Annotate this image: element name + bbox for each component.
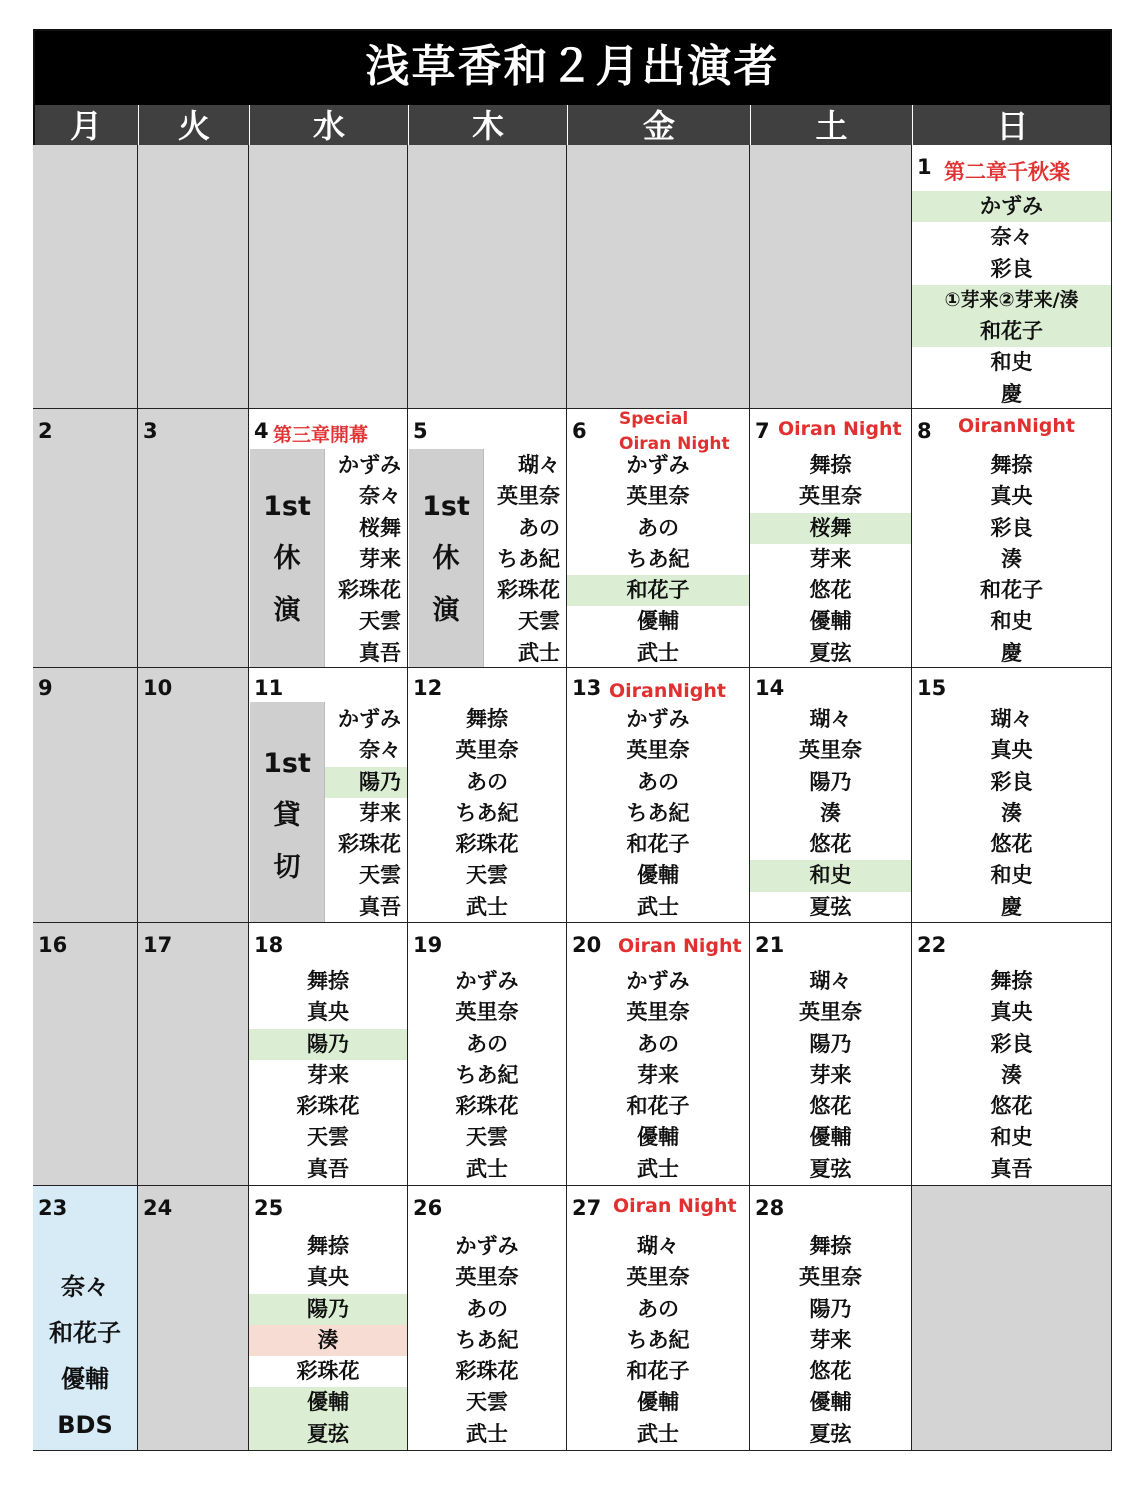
closed-text: 貸: [273, 800, 301, 831]
empty-cell: [33, 145, 138, 409]
performer: 和史: [990, 609, 1033, 634]
performer: 桜舞: [750, 513, 911, 544]
performer: ちあ紀: [626, 1327, 690, 1352]
performer: 天雲: [466, 1390, 508, 1415]
day-cell-1: [912, 145, 1112, 409]
performer: 天雲: [518, 609, 560, 634]
performer: 天雲: [359, 609, 401, 634]
day-number: 26: [413, 1196, 443, 1220]
day-cell-20: [567, 923, 750, 1186]
day-cell-8: [912, 409, 1112, 668]
performer: 湊: [249, 1325, 407, 1356]
day-number: 5: [413, 419, 428, 443]
performer: 夏弦: [809, 1421, 852, 1446]
performer: 英里奈: [799, 1265, 862, 1290]
performer: 天雲: [307, 1125, 349, 1150]
performer: 天雲: [466, 1125, 508, 1150]
performer: 和花子: [912, 316, 1111, 347]
performer: 天雲: [466, 863, 508, 888]
event-label: Oiran Night: [618, 935, 742, 957]
performer: 芽来: [359, 800, 401, 825]
performer: 慶: [1001, 894, 1022, 919]
performer: 彩珠花: [455, 832, 519, 857]
performer: 和花子: [626, 1094, 690, 1119]
performer: 悠花: [809, 578, 852, 603]
performer: 陽乃: [809, 769, 852, 794]
performer: 芽来: [359, 546, 401, 571]
empty-cell: [408, 145, 567, 409]
performer: 英里奈: [626, 484, 690, 509]
empty-cell: [750, 145, 912, 409]
performer: 舞捺: [466, 707, 508, 731]
performer: 武士: [466, 1156, 508, 1181]
performer: 陽乃: [809, 1296, 852, 1321]
performer: 優輔: [637, 609, 679, 634]
performer: 英里奈: [799, 1000, 862, 1025]
day-number: 16: [38, 933, 68, 957]
performer: 彩珠花: [455, 1094, 519, 1119]
day-number: 1: [917, 155, 932, 179]
day-number: 9: [38, 676, 53, 700]
weekday-fri: 金: [567, 105, 750, 145]
performer: 夏弦: [809, 1156, 852, 1181]
performer: ちあ紀: [626, 800, 690, 825]
day-number: 13: [572, 676, 602, 700]
weekday-mon: 月: [33, 105, 138, 145]
performer: 奈々: [359, 738, 401, 763]
day-number: 22: [917, 933, 947, 957]
performer: 英里奈: [626, 738, 690, 763]
day-cell-4: [249, 409, 408, 668]
performer: 奈々: [990, 225, 1033, 250]
event-label: 第三章開幕: [273, 424, 369, 446]
performer: ちあ紀: [455, 1327, 519, 1352]
day-cell-14: [750, 668, 912, 923]
performer: 真吾: [359, 640, 401, 665]
performer: かずみ: [338, 707, 401, 731]
performer: 英里奈: [455, 1265, 519, 1290]
day-number: 12: [413, 676, 443, 700]
day-number: 3: [143, 419, 158, 443]
performer: 英里奈: [626, 1265, 690, 1290]
performer: 舞捺: [307, 1234, 349, 1258]
empty-cell: [138, 145, 249, 409]
day-number: 6: [572, 419, 587, 443]
performer: 真央: [307, 1265, 349, 1290]
closed-notice: [409, 449, 484, 667]
performer: 舞捺: [307, 969, 349, 993]
performer: 芽来: [307, 1062, 349, 1087]
performer: あの: [518, 515, 560, 540]
performer: 瑚々: [809, 969, 852, 993]
day-number: 25: [254, 1196, 284, 1220]
performer: 湊: [1001, 546, 1022, 571]
performer: 彩珠花: [497, 578, 560, 603]
event-label: Oiran Night: [613, 1195, 737, 1217]
performer: 真央: [990, 484, 1033, 509]
performer: 真央: [307, 1000, 349, 1025]
day-cell-3: [138, 409, 249, 668]
day-number: 17: [143, 933, 173, 957]
performer: 彩珠花: [296, 1094, 360, 1119]
event-label: OiranNight: [609, 680, 727, 702]
day-cell-21: [750, 923, 912, 1186]
day-cell-26: [408, 1186, 567, 1451]
performer: 芽来: [809, 1327, 852, 1352]
day-number: 19: [413, 933, 443, 957]
performer: かずみ: [455, 1234, 519, 1258]
day-cell-27: [567, 1186, 750, 1451]
performer: 奈々: [61, 1273, 109, 1301]
performer: 武士: [466, 894, 508, 919]
day-number: 14: [755, 676, 785, 700]
performer: 陽乃: [249, 1029, 407, 1060]
performer: 和花子: [567, 575, 749, 606]
weekday-sat: 土: [750, 105, 912, 145]
closed-text: 1st: [263, 748, 311, 779]
empty-cell: [567, 145, 750, 409]
performer: 舞捺: [809, 453, 852, 477]
performer: 湊: [1001, 800, 1022, 825]
performer: 優輔: [809, 1125, 852, 1150]
performer: ちあ紀: [626, 546, 690, 571]
performer: 瑚々: [637, 1234, 679, 1258]
performer: 悠花: [809, 832, 852, 857]
performer: 和史: [990, 1125, 1033, 1150]
performer: 優輔: [809, 1390, 852, 1415]
weekday-sun: 日: [912, 105, 1112, 145]
performer: 和花子: [49, 1319, 121, 1347]
day-number: 10: [143, 676, 173, 700]
performer: あの: [637, 1296, 679, 1321]
day-cell-19: [408, 923, 567, 1186]
closed-text: 切: [273, 852, 301, 883]
performer: 慶: [1001, 640, 1022, 665]
day-number: 4: [254, 419, 269, 443]
day-cell-28: [750, 1186, 912, 1451]
page-title: 浅草香和２月出演者: [33, 29, 1112, 105]
day-cell-16: [33, 923, 138, 1186]
day-cell-18: [249, 923, 408, 1186]
performer: 英里奈: [455, 1000, 519, 1025]
day-number: 18: [254, 933, 284, 957]
performer: ちあ紀: [455, 800, 519, 825]
performer: 優輔: [249, 1387, 407, 1418]
performer: かずみ: [455, 969, 519, 993]
performer: あの: [637, 515, 679, 540]
performer: 夏弦: [809, 894, 852, 919]
performer: 武士: [518, 640, 560, 665]
performer: 和花子: [626, 1359, 690, 1384]
performer: 真吾: [359, 894, 401, 919]
performer: 武士: [637, 1421, 679, 1446]
performer: 優輔: [809, 609, 852, 634]
day-cell-6: [567, 409, 750, 668]
day-number: 24: [143, 1196, 173, 1220]
performer: 優輔: [637, 1125, 679, 1150]
performer: 彩良: [990, 256, 1033, 281]
event-label: 第二章千秋楽: [944, 160, 1070, 184]
day-number: 27: [572, 1196, 602, 1220]
performer: 夏弦: [249, 1419, 407, 1450]
performer: 舞捺: [990, 969, 1033, 993]
performer: 和花子: [626, 832, 690, 857]
performer: 陽乃: [249, 1294, 407, 1325]
event-label: Oiran Night: [619, 434, 730, 454]
performer: 彩珠花: [338, 832, 401, 857]
day-cell-24: [138, 1186, 249, 1451]
day-number: 2: [38, 419, 53, 443]
empty-cell: [249, 145, 408, 409]
performer: 英里奈: [799, 738, 862, 763]
day-cell-5: [408, 409, 567, 668]
performer: 悠花: [990, 1094, 1033, 1119]
day-cell-7: [750, 409, 912, 668]
performer: 真吾: [990, 1156, 1033, 1181]
performer: 瑚々: [990, 707, 1033, 731]
day-cell-25: [249, 1186, 408, 1451]
performer: 湊: [1001, 1062, 1022, 1087]
performer: 武士: [637, 894, 679, 919]
performer: 英里奈: [799, 484, 862, 509]
day-cell-13: [567, 668, 750, 923]
day-cell-17: [138, 923, 249, 1186]
day-cell-22: [912, 923, 1112, 1186]
performer: 芽来: [809, 1062, 852, 1087]
event-label: OiranNight: [958, 415, 1076, 437]
day-cell-10: [138, 668, 249, 923]
performer: 優輔: [637, 863, 679, 888]
performer: 英里奈: [497, 484, 560, 509]
performer: 真央: [990, 738, 1033, 763]
weekday-wed: 水: [249, 105, 408, 145]
performer: あの: [466, 1296, 508, 1321]
event-label: Oiran Night: [778, 418, 902, 440]
performer: 奈々: [359, 484, 401, 509]
day-cell-9: [33, 668, 138, 923]
performer: かずみ: [912, 191, 1111, 222]
performer: 彩良: [990, 515, 1033, 540]
performer: ①芽来②芽来/湊: [912, 285, 1111, 316]
day-number: 8: [917, 419, 932, 443]
weekday-tue: 火: [138, 105, 249, 145]
performer: 瑚々: [518, 453, 560, 477]
performer: 悠花: [809, 1094, 852, 1119]
day-cell-2: [33, 409, 138, 668]
performer: 彩珠花: [296, 1359, 360, 1384]
day-number: 11: [254, 676, 284, 700]
performer: あの: [466, 1031, 508, 1056]
performer: かずみ: [626, 969, 690, 993]
day-cell-12: [408, 668, 567, 923]
closed-text: 1st: [422, 491, 470, 522]
performer: かずみ: [338, 453, 401, 477]
performer: あの: [637, 1031, 679, 1056]
performer: 芽来: [637, 1062, 679, 1087]
performer: 芽来: [809, 546, 852, 571]
performer: 優輔: [637, 1390, 679, 1415]
day-cell-23: [33, 1186, 138, 1451]
closed-notice: [250, 702, 325, 922]
performer: 悠花: [809, 1359, 852, 1384]
performer: 慶: [1001, 381, 1022, 406]
performer: 陽乃: [809, 1031, 852, 1056]
day-number: 15: [917, 676, 947, 700]
day-number: 28: [755, 1196, 785, 1220]
performer: 瑚々: [809, 707, 852, 731]
performer: あの: [466, 769, 508, 794]
day-number: 21: [755, 933, 785, 957]
performer: 優輔: [61, 1365, 109, 1393]
performer: 舞捺: [809, 1234, 852, 1258]
performer: 英里奈: [455, 738, 519, 763]
performer: 陽乃: [325, 767, 407, 798]
performer: 彩珠花: [455, 1359, 519, 1384]
performer: あの: [637, 769, 679, 794]
empty-cell: [912, 1186, 1112, 1451]
performer: かずみ: [626, 453, 690, 477]
performer: 和史: [990, 350, 1033, 375]
day-cell-11: [249, 668, 408, 923]
closed-text: 休: [273, 543, 301, 574]
performer: 夏弦: [809, 640, 852, 665]
performer: 天雲: [359, 863, 401, 888]
closed-notice: [250, 449, 325, 667]
performer: 武士: [637, 640, 679, 665]
event-label: Special: [619, 409, 689, 429]
performer: 舞捺: [990, 453, 1033, 477]
performer: 彩良: [990, 769, 1033, 794]
day-number: 23: [38, 1196, 68, 1220]
closed-text: 演: [273, 595, 301, 626]
performer: 彩良: [990, 1031, 1033, 1056]
performer: 彩珠花: [338, 578, 401, 603]
weekday-thu: 木: [408, 105, 567, 145]
performer: かずみ: [626, 707, 690, 731]
day-number: 20: [572, 933, 602, 957]
performer: 和史: [750, 860, 911, 891]
performer: 英里奈: [626, 1000, 690, 1025]
performer: ちあ紀: [497, 546, 560, 571]
performer: 真吾: [307, 1156, 349, 1181]
performer: 湊: [820, 800, 841, 825]
performer: ちあ紀: [455, 1062, 519, 1087]
performer: 桜舞: [359, 515, 401, 540]
day-cell-15: [912, 668, 1112, 923]
performer: 和史: [990, 863, 1033, 888]
bds-label: BDS: [57, 1411, 113, 1439]
closed-text: 1st: [263, 491, 311, 522]
performer: 和花子: [980, 578, 1043, 603]
performer: 悠花: [990, 832, 1033, 857]
performer: 武士: [466, 1421, 508, 1446]
performer: 真央: [990, 1000, 1033, 1025]
closed-text: 休: [432, 543, 460, 574]
performer: 武士: [637, 1156, 679, 1181]
closed-text: 演: [432, 595, 460, 626]
day-number: 7: [755, 419, 770, 443]
